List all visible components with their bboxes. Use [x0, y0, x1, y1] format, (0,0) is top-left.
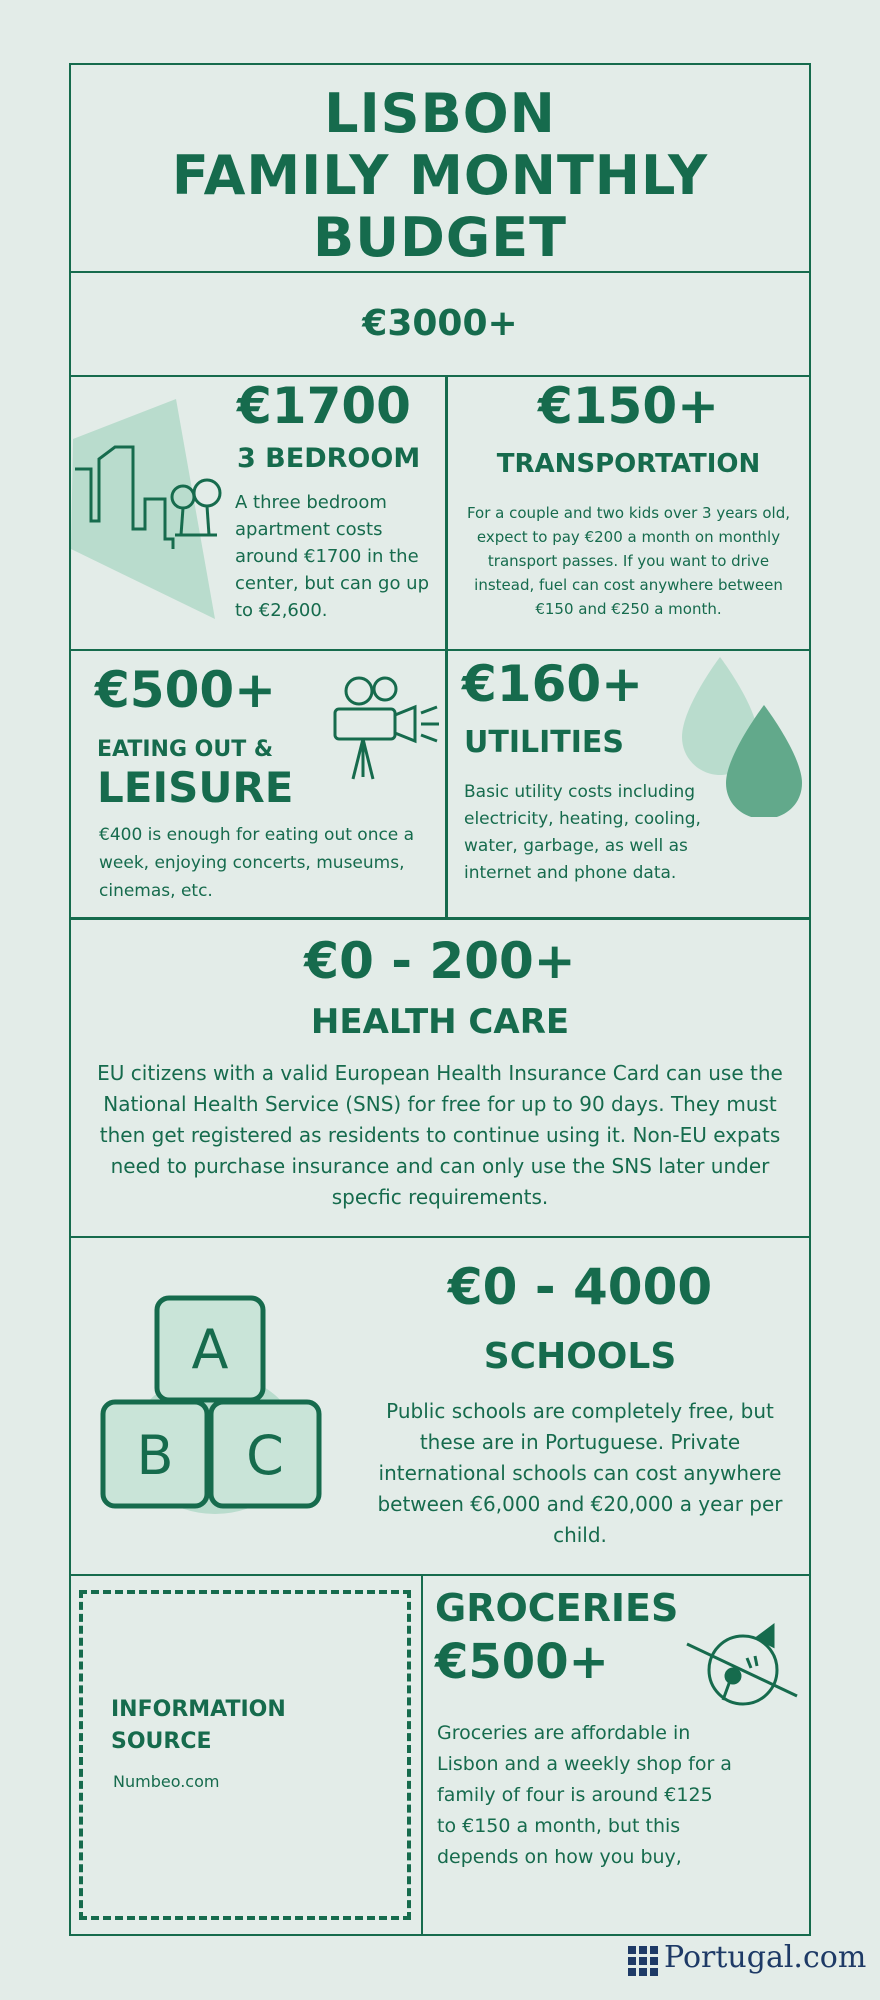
abc-blocks-icon — [97, 1294, 337, 1524]
transportation-label: TRANSPORTATION — [496, 449, 761, 479]
movie-camera-icon — [325, 669, 445, 789]
rent-amount: €1700 — [237, 377, 411, 435]
utilities-description: Basic utility costs including electricity, heating, cooling, water, garbage, as well as internet and phone data. — [464, 782, 701, 883]
leisure-label: LEISURE — [97, 763, 294, 812]
eating-amount: €500+ — [95, 661, 277, 719]
city-couple-illustration — [71, 399, 231, 649]
utilities-label: UTILITIES — [464, 725, 624, 760]
total-amount: €3000+ — [362, 303, 518, 344]
info-source-section — [69, 1574, 423, 1936]
page-title — [71, 83, 809, 269]
block-letter-b: B — [136, 1424, 174, 1487]
schools-description: Public schools are completely free, but these are in Portuguese. Private international schools can cost anywhere between €6,000 and €20,000 a year per child. — [377, 1399, 783, 1547]
rent-description: A three bedroom apartment costs around €1700 in the center, but can go up to €2,600. — [235, 492, 430, 621]
info-label-line-1: INFORMATION — [111, 1697, 286, 1722]
info-label-line-2: SOURCE — [111, 1729, 212, 1754]
schools-label: SCHOOLS — [483, 1336, 677, 1377]
brand-name: Portugal.com — [664, 1940, 867, 1975]
title-line-1: LISBON — [324, 82, 556, 145]
health-care-section — [69, 918, 811, 1238]
transportation-section — [446, 375, 811, 651]
eating-description: €400 is enough for eating out once a week, enjoying concerts, museums, cinemas, etc. — [99, 825, 415, 901]
schools-amount: €0 - 4000 — [447, 1258, 713, 1316]
groceries-section — [421, 1574, 811, 1936]
eating-out-section — [69, 649, 447, 919]
utilities-section — [446, 649, 811, 919]
title-line-2: FAMILY MONTHLY — [171, 144, 709, 207]
portugal-tile-icon — [626, 1944, 660, 1984]
food-plate-icon — [685, 1616, 805, 1716]
info-source-label — [111, 1694, 286, 1758]
title-line-3: BUDGET — [313, 206, 567, 269]
info-source-link[interactable]: Numbeo.com — [113, 1772, 220, 1791]
eating-label: EATING OUT & — [97, 737, 274, 762]
health-label: HEALTH CARE — [310, 1002, 570, 1042]
brand-logo[interactable] — [626, 1938, 867, 1990]
schools-section — [69, 1236, 811, 1576]
groceries-amount: €500+ — [435, 1634, 609, 1690]
rent-section — [69, 375, 447, 651]
groceries-description: Groceries are affordable in Lisbon and a weekly shop for a family of four is around €125 to €150 a month, but this depends on how you buy, — [437, 1722, 732, 1868]
utilities-amount: €160+ — [462, 655, 644, 713]
health-amount: €0 - 200+ — [304, 932, 576, 990]
total-section — [69, 271, 811, 377]
transportation-description: For a couple and two kids over 3 years old, expect to pay €200 a month on monthly transport passes. If you want to drive instead, fuel can cost anywhere between €150 and €250 a month. — [466, 504, 791, 618]
health-description: EU citizens with a valid European Health Insurance Card can use the National Health Service (SNS) for free for up to 90 days. They must then get registered as residents to continue using it. Non-EU expats need to purchase insurance and can only use the SNS later under specfic requirements. — [97, 1061, 783, 1209]
transportation-amount: €150+ — [537, 377, 720, 435]
block-letter-a: A — [191, 1318, 229, 1381]
title-section — [69, 63, 811, 273]
groceries-label: GROCERIES — [435, 1586, 679, 1630]
block-letter-c: C — [246, 1424, 284, 1487]
rent-label: 3 BEDROOM — [237, 443, 421, 474]
